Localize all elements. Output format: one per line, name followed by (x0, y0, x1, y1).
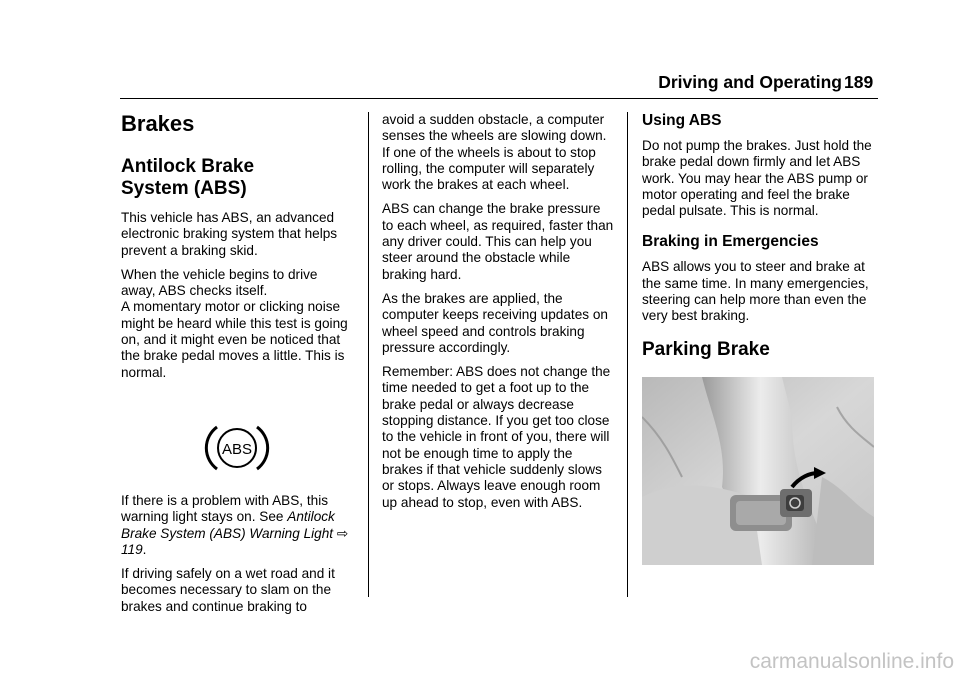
paragraph: This vehicle has ABS, an advanced electronic braking system that helps prevent a braking skid. (121, 210, 338, 258)
paragraph-line: A momentary motor or clicking noise might be heard while this test is going on, and it might even be noticed that the brake pedal moves a little. This is normal. (121, 299, 348, 380)
paragraph: If driving safely on a wet road and it becomes necessary to slam on the brakes and continue braking to (121, 566, 335, 614)
parking-brake-photo (642, 377, 874, 565)
paragraph: ABS can change the brake pressure to each wheel, as required, faster than any driver could. This can help you steer around the obstacle while braking hard. (382, 201, 614, 282)
section-heading-brakes: Brakes (121, 111, 195, 136)
column-3 (642, 112, 874, 565)
paragraph: ABS allows you to steer and brake at the same time. In many emergencies, steering can help more than even the very best braking. (642, 259, 869, 324)
section-title: Driving and Operating (658, 72, 842, 92)
paragraph: Remember: ABS does not change the time needed to get a foot up to the brake pedal or always decrease stopping distance. If you get too close to the vehicle in front of you, there will not be enough time to apply the brakes if that vehicle suddenly slows or stops. Always leave enough room up ahead to stop, even with ABS. (382, 364, 611, 510)
paragraph: avoid a sudden obstacle, a computer senses the wheels are slowing down. If one of the wheels is about to stop rolling, the computer will separately work the brakes at each wheel. (382, 112, 607, 193)
page-number: 189 (844, 72, 874, 92)
page-ref-arrow-icon: ⇨ (336, 525, 349, 541)
heading-parking-brake: Parking Brake (642, 338, 770, 360)
header-rule (120, 98, 878, 99)
paragraph: As the brakes are applied, the computer keeps receiving updates on wheel speed and controls braking pressure accordingly. (382, 290, 608, 355)
abs-warning-icon (203, 423, 271, 473)
heading-braking-emergencies: Braking in Emergencies (642, 233, 819, 251)
heading-using-abs: Using ABS (642, 112, 722, 129)
page-reference[interactable]: 119 (121, 541, 143, 557)
abs-icon-text: ABS (221, 440, 253, 458)
heading-abs-line1: Antilock Brake (121, 156, 255, 177)
paragraph-line: When the vehicle begins to drive away, ABS checks itself. (121, 266, 318, 299)
column-divider-1 (368, 112, 369, 597)
paragraph-text: If there is a problem with ABS, this warning light stays on. See (121, 492, 329, 525)
paragraph: Do not pump the brakes. Just hold the brake pedal down firmly and let ABS work. You may hear the ABS pump or motor operating and feel the brake pedal pulsate. This is normal. (642, 138, 872, 219)
column-2 (382, 112, 614, 519)
heading-abs-line2: System (ABS) (121, 178, 247, 199)
paragraph (121, 267, 353, 381)
watermark: carmanualsonline.info (749, 650, 954, 673)
paragraph-text: . (142, 541, 147, 557)
paragraph (121, 493, 353, 558)
heading-abs (121, 156, 353, 200)
column-1 (121, 112, 353, 623)
cross-reference-link[interactable]: Antilock Brake System (ABS) Warning Light (121, 509, 335, 541)
column-divider-2 (627, 112, 628, 597)
